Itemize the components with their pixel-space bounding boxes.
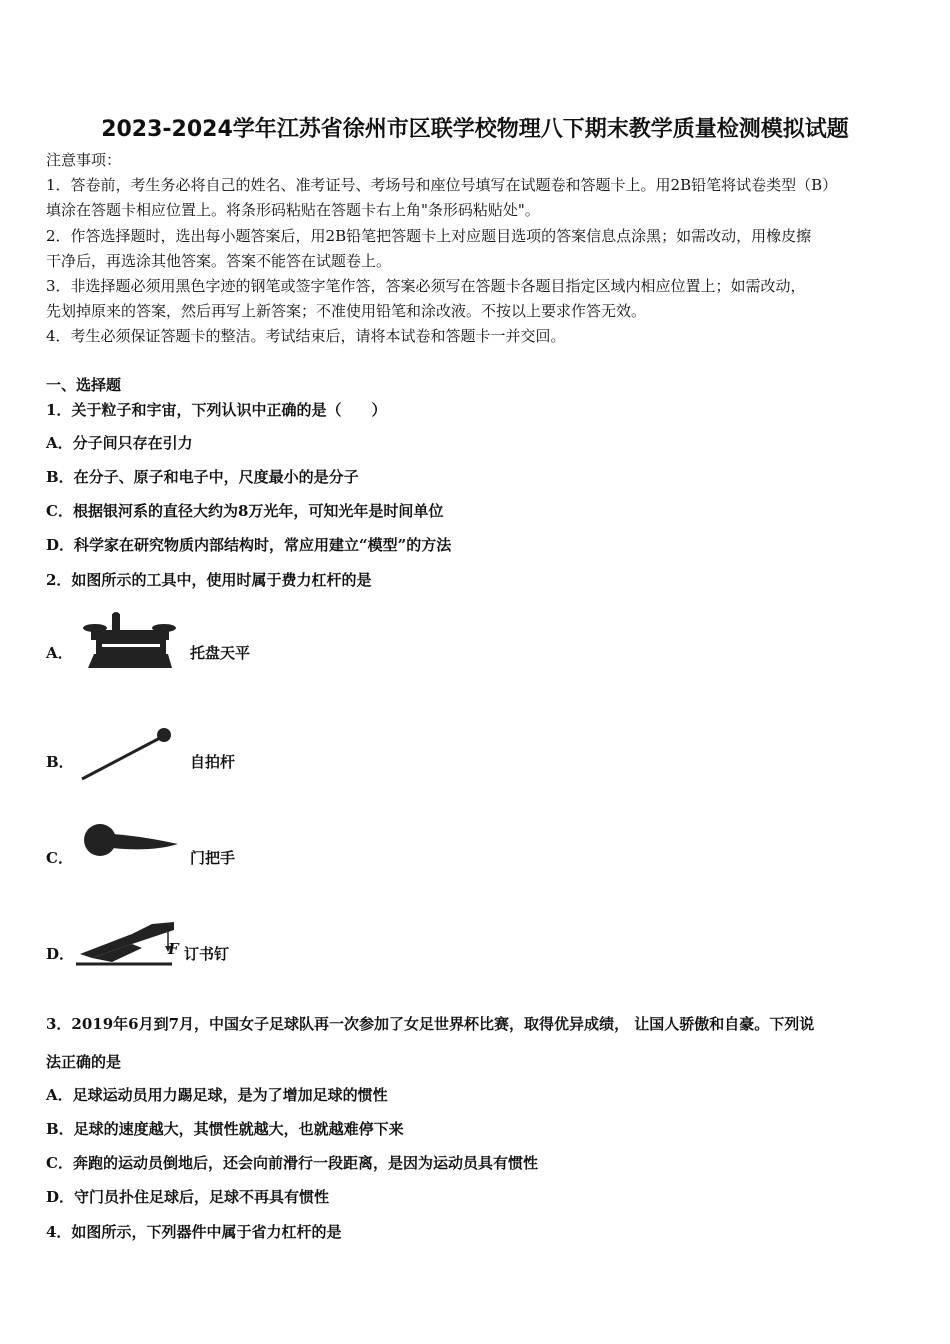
notes-heading: 注意事项：	[46, 151, 122, 169]
q2-option-c-label: C．	[46, 849, 73, 867]
selfie-stick-image	[78, 722, 183, 782]
q1-option-b: B．在分子、原子和电子中，尺度最小的是分子	[46, 468, 359, 486]
q2-option-d-text: 订书钉	[184, 945, 230, 963]
question-2-stem: 2．如图所示的工具中，使用时属于费力杠杆的是	[46, 571, 372, 589]
question-1-stem: 1．关于粒子和宇宙，下列认识中正确的是（ ）	[46, 401, 387, 419]
q2-option-b-text: 自拍杆	[190, 753, 236, 771]
note-line: 填涂在答题卡相应位置上。将条形码粘贴在答题卡右上角"条形码粘贴处"。	[46, 201, 540, 219]
page-title: 2023-2024学年江苏省徐州市区联学校物理八下期末教学质量检测模拟试题	[101, 117, 849, 142]
note-line: 1．答卷前，考生务必将自己的姓名、准考证号、考场号和座位号填写在试题卷和答题卡上。用2B铅笔将试卷类型（B）	[46, 176, 838, 194]
question-3-stem: 3．2019年6月到7月，中国女子足球队再一次参加了女足世界杯比赛，取得优异成绩， 让国人骄傲和自豪。下列说	[46, 1015, 815, 1033]
stapler-image	[72, 914, 182, 970]
balance-scale-image	[82, 612, 177, 672]
note-line: 4．考生必须保证答题卡的整洁。考试结束后，请将本试卷和答题卡一并交回。	[46, 327, 566, 345]
force-label: F	[168, 940, 179, 958]
q1-option-a: A．分子间只存在引力	[46, 434, 193, 452]
note-line: 3．非选择题必须用黑色字迹的钢笔或签字笔作答，答案必须写在答题卡各题目指定区域内相应位置上；如需改动，	[46, 277, 806, 295]
note-line: 2．作答选择题时，选出每小题答案后，用2B铅笔把答题卡上对应题目选项的答案信息点涂黑；如需改动，用橡皮擦	[46, 227, 812, 245]
door-handle-image	[82, 822, 182, 862]
q3-option-c: C．奔跑的运动员倒地后，还会向前滑行一段距离，是因为运动员具有惯性	[46, 1154, 538, 1172]
q2-option-b-label: B．	[46, 753, 74, 771]
note-line: 先划掉原来的答案，然后再写上新答案；不准使用铅笔和涂改液。不按以上要求作答无效。	[46, 302, 647, 320]
q2-option-d-label: D．	[46, 945, 75, 963]
q2-option-c-text: 门把手	[190, 849, 236, 867]
q1-option-c: C．根据银河系的直径大约为8万光年，可知光年是时间单位	[46, 502, 444, 520]
note-line: 干净后，再选涂其他答案。答案不能答在试题卷上。	[46, 252, 392, 270]
section-heading: 一、选择题	[46, 376, 122, 394]
q3-option-b: B．足球的速度越大，其惯性就越大，也就越难停下来	[46, 1120, 404, 1138]
q2-option-a-text: 托盘天平	[190, 644, 251, 662]
q2-option-a-label: A．	[46, 644, 73, 662]
question-4-stem: 4．如图所示，下列器件中属于省力杠杆的是	[46, 1223, 342, 1241]
q3-option-d: D．守门员扑住足球后，足球不再具有惯性	[46, 1188, 330, 1206]
q3-option-a: A．足球运动员用力踢足球，是为了增加足球的惯性	[46, 1086, 388, 1104]
question-3-stem-cont: 法正确的是	[46, 1053, 122, 1071]
q1-option-d: D．科学家在研究物质内部结构时，常应用建立“模型”的方法	[46, 536, 452, 554]
